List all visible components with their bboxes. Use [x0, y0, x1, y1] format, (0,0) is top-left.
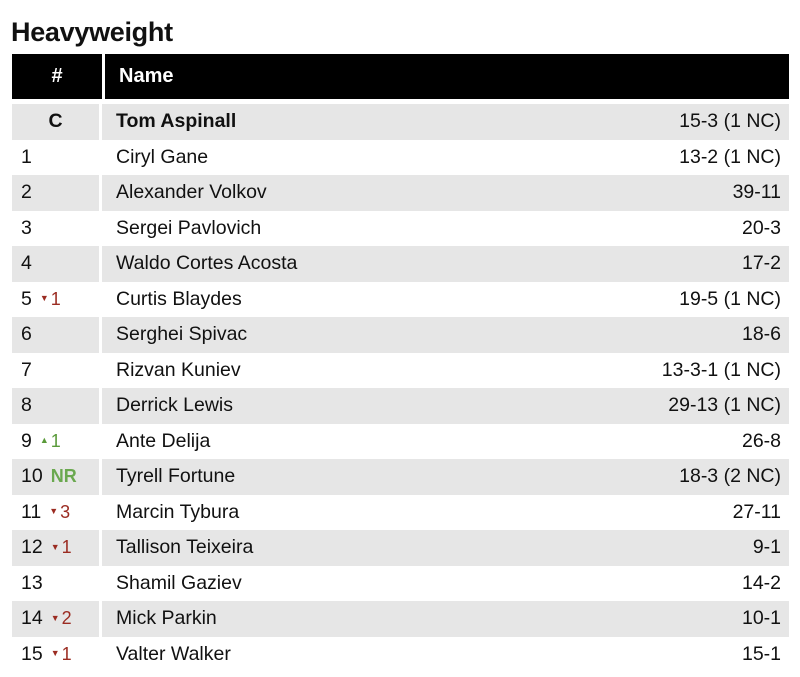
rank-number: 3: [21, 216, 32, 239]
table-row: [12, 175, 789, 211]
rank-cell: [12, 140, 102, 176]
new-entry-badge: [51, 466, 77, 487]
fighter-record: 39-11: [732, 181, 781, 204]
fighter-name: Tom Aspinall: [116, 110, 237, 133]
rank-cell: [12, 530, 102, 566]
table-header: [12, 54, 789, 99]
champion-row: [12, 104, 789, 140]
table-row: [12, 282, 789, 318]
fighter-record: 20-3: [741, 216, 781, 239]
fighter-name: Curtis Blaydes: [116, 287, 242, 310]
fighter-name: Marcin Tybura: [116, 500, 240, 523]
fighter-name: Waldo Cortes Acosta: [116, 252, 298, 275]
table-row: [12, 637, 789, 673]
rank-change-value: 3: [60, 501, 71, 522]
fighter-record: 29-13 (1 NC): [668, 394, 781, 417]
arrow-up-icon: ▲: [39, 435, 49, 446]
fighter-record: 10-1: [741, 607, 781, 630]
header-number: #: [12, 54, 105, 99]
rank-cell: [12, 424, 102, 460]
table-row: [12, 424, 789, 460]
rank-number: 14: [21, 607, 43, 630]
rank-cell: [12, 495, 102, 531]
table-row: [12, 317, 789, 353]
rank-cell: [12, 282, 102, 318]
rank-change: [51, 537, 72, 558]
fighter-record: 13-3-1 (1 NC): [661, 358, 781, 381]
fighter-name: Valter Walker: [116, 642, 231, 665]
rank-change: [40, 431, 61, 452]
rank-cell: [12, 637, 102, 673]
rank-change-value: 1: [61, 643, 72, 664]
rank-number: 6: [21, 323, 32, 346]
table-row: [12, 601, 789, 637]
rankings-table: [12, 54, 789, 672]
fighter-record: 15-3 (1 NC): [679, 110, 781, 133]
rank-change-value: 1: [61, 537, 72, 558]
rank-number: 5: [21, 287, 32, 310]
fighter-name: Mick Parkin: [116, 607, 217, 630]
table-row: [12, 388, 789, 424]
rank-number: 9: [21, 429, 32, 452]
rank-number: 2: [21, 181, 32, 204]
rank-cell: [12, 211, 102, 247]
table-body: [12, 104, 789, 672]
table-row: [12, 459, 789, 495]
fighter-record: 17-2: [741, 252, 781, 275]
fighter-name: Tyrell Fortune: [116, 465, 236, 488]
rank-change: [51, 608, 72, 629]
fighter-name: Rizvan Kuniev: [116, 358, 241, 381]
table-row: [12, 530, 789, 566]
rank-number: 7: [21, 358, 32, 381]
rank-cell: [12, 317, 102, 353]
table-row: [12, 495, 789, 531]
rank-change: [49, 502, 70, 523]
arrow-down-icon: ▼: [49, 506, 59, 517]
rank-number: C: [48, 110, 63, 133]
rank-change-value: NR: [50, 466, 77, 487]
fighter-record: 13-2 (1 NC): [679, 145, 781, 168]
fighter-record: 27-11: [732, 500, 781, 523]
fighter-name: Sergei Pavlovich: [116, 216, 262, 239]
fighter-name: Shamil Gaziev: [116, 571, 242, 594]
arrow-down-icon: ▼: [50, 541, 60, 552]
arrow-down-icon: ▼: [50, 648, 60, 659]
rank-cell: [12, 104, 102, 140]
table-row: [12, 566, 789, 602]
rank-number: 11: [21, 500, 42, 523]
rank-change-value: 1: [50, 288, 61, 309]
rank-change-value: 1: [50, 430, 61, 451]
rank-cell: [12, 601, 102, 637]
rank-number: 12: [21, 536, 43, 559]
rank-number: 8: [21, 394, 32, 417]
page-title: Heavyweight: [11, 17, 173, 47]
rank-number: 13: [21, 571, 43, 594]
fighter-record: 26-8: [741, 429, 781, 452]
table-row: [12, 140, 789, 176]
rank-number: 15: [21, 642, 43, 665]
fighter-record: 18-3 (2 NC): [679, 465, 781, 488]
rank-change-value: 2: [61, 608, 72, 629]
rank-cell: [12, 388, 102, 424]
rank-change: [40, 289, 61, 310]
rank-number: 10: [21, 465, 43, 488]
arrow-down-icon: ▼: [39, 293, 49, 304]
table-row: [12, 246, 789, 282]
table-row: [12, 353, 789, 389]
fighter-name: Derrick Lewis: [116, 394, 234, 417]
fighter-record: 9-1: [752, 536, 781, 559]
fighter-name: Ciryl Gane: [116, 145, 209, 168]
fighter-record: 15-1: [741, 642, 781, 665]
rank-cell: [12, 353, 102, 389]
table-row: [12, 211, 789, 247]
fighter-record: 19-5 (1 NC): [679, 287, 781, 310]
header-name: Name: [119, 65, 174, 87]
rank-number: 4: [21, 252, 32, 275]
fighter-name: Serghei Spivac: [116, 323, 248, 346]
fighter-record: 18-6: [741, 323, 781, 346]
fighter-name: Tallison Teixeira: [116, 536, 254, 559]
rank-cell: [12, 175, 102, 211]
rank-cell: [12, 566, 102, 602]
fighter-name: Alexander Volkov: [116, 181, 267, 204]
arrow-down-icon: ▼: [50, 612, 60, 623]
rank-change: [51, 644, 72, 665]
rank-number: 1: [21, 145, 32, 168]
fighter-record: 14-2: [741, 571, 781, 594]
fighter-name: Ante Delija: [116, 429, 211, 452]
rank-cell: [12, 459, 102, 495]
rank-cell: [12, 246, 102, 282]
